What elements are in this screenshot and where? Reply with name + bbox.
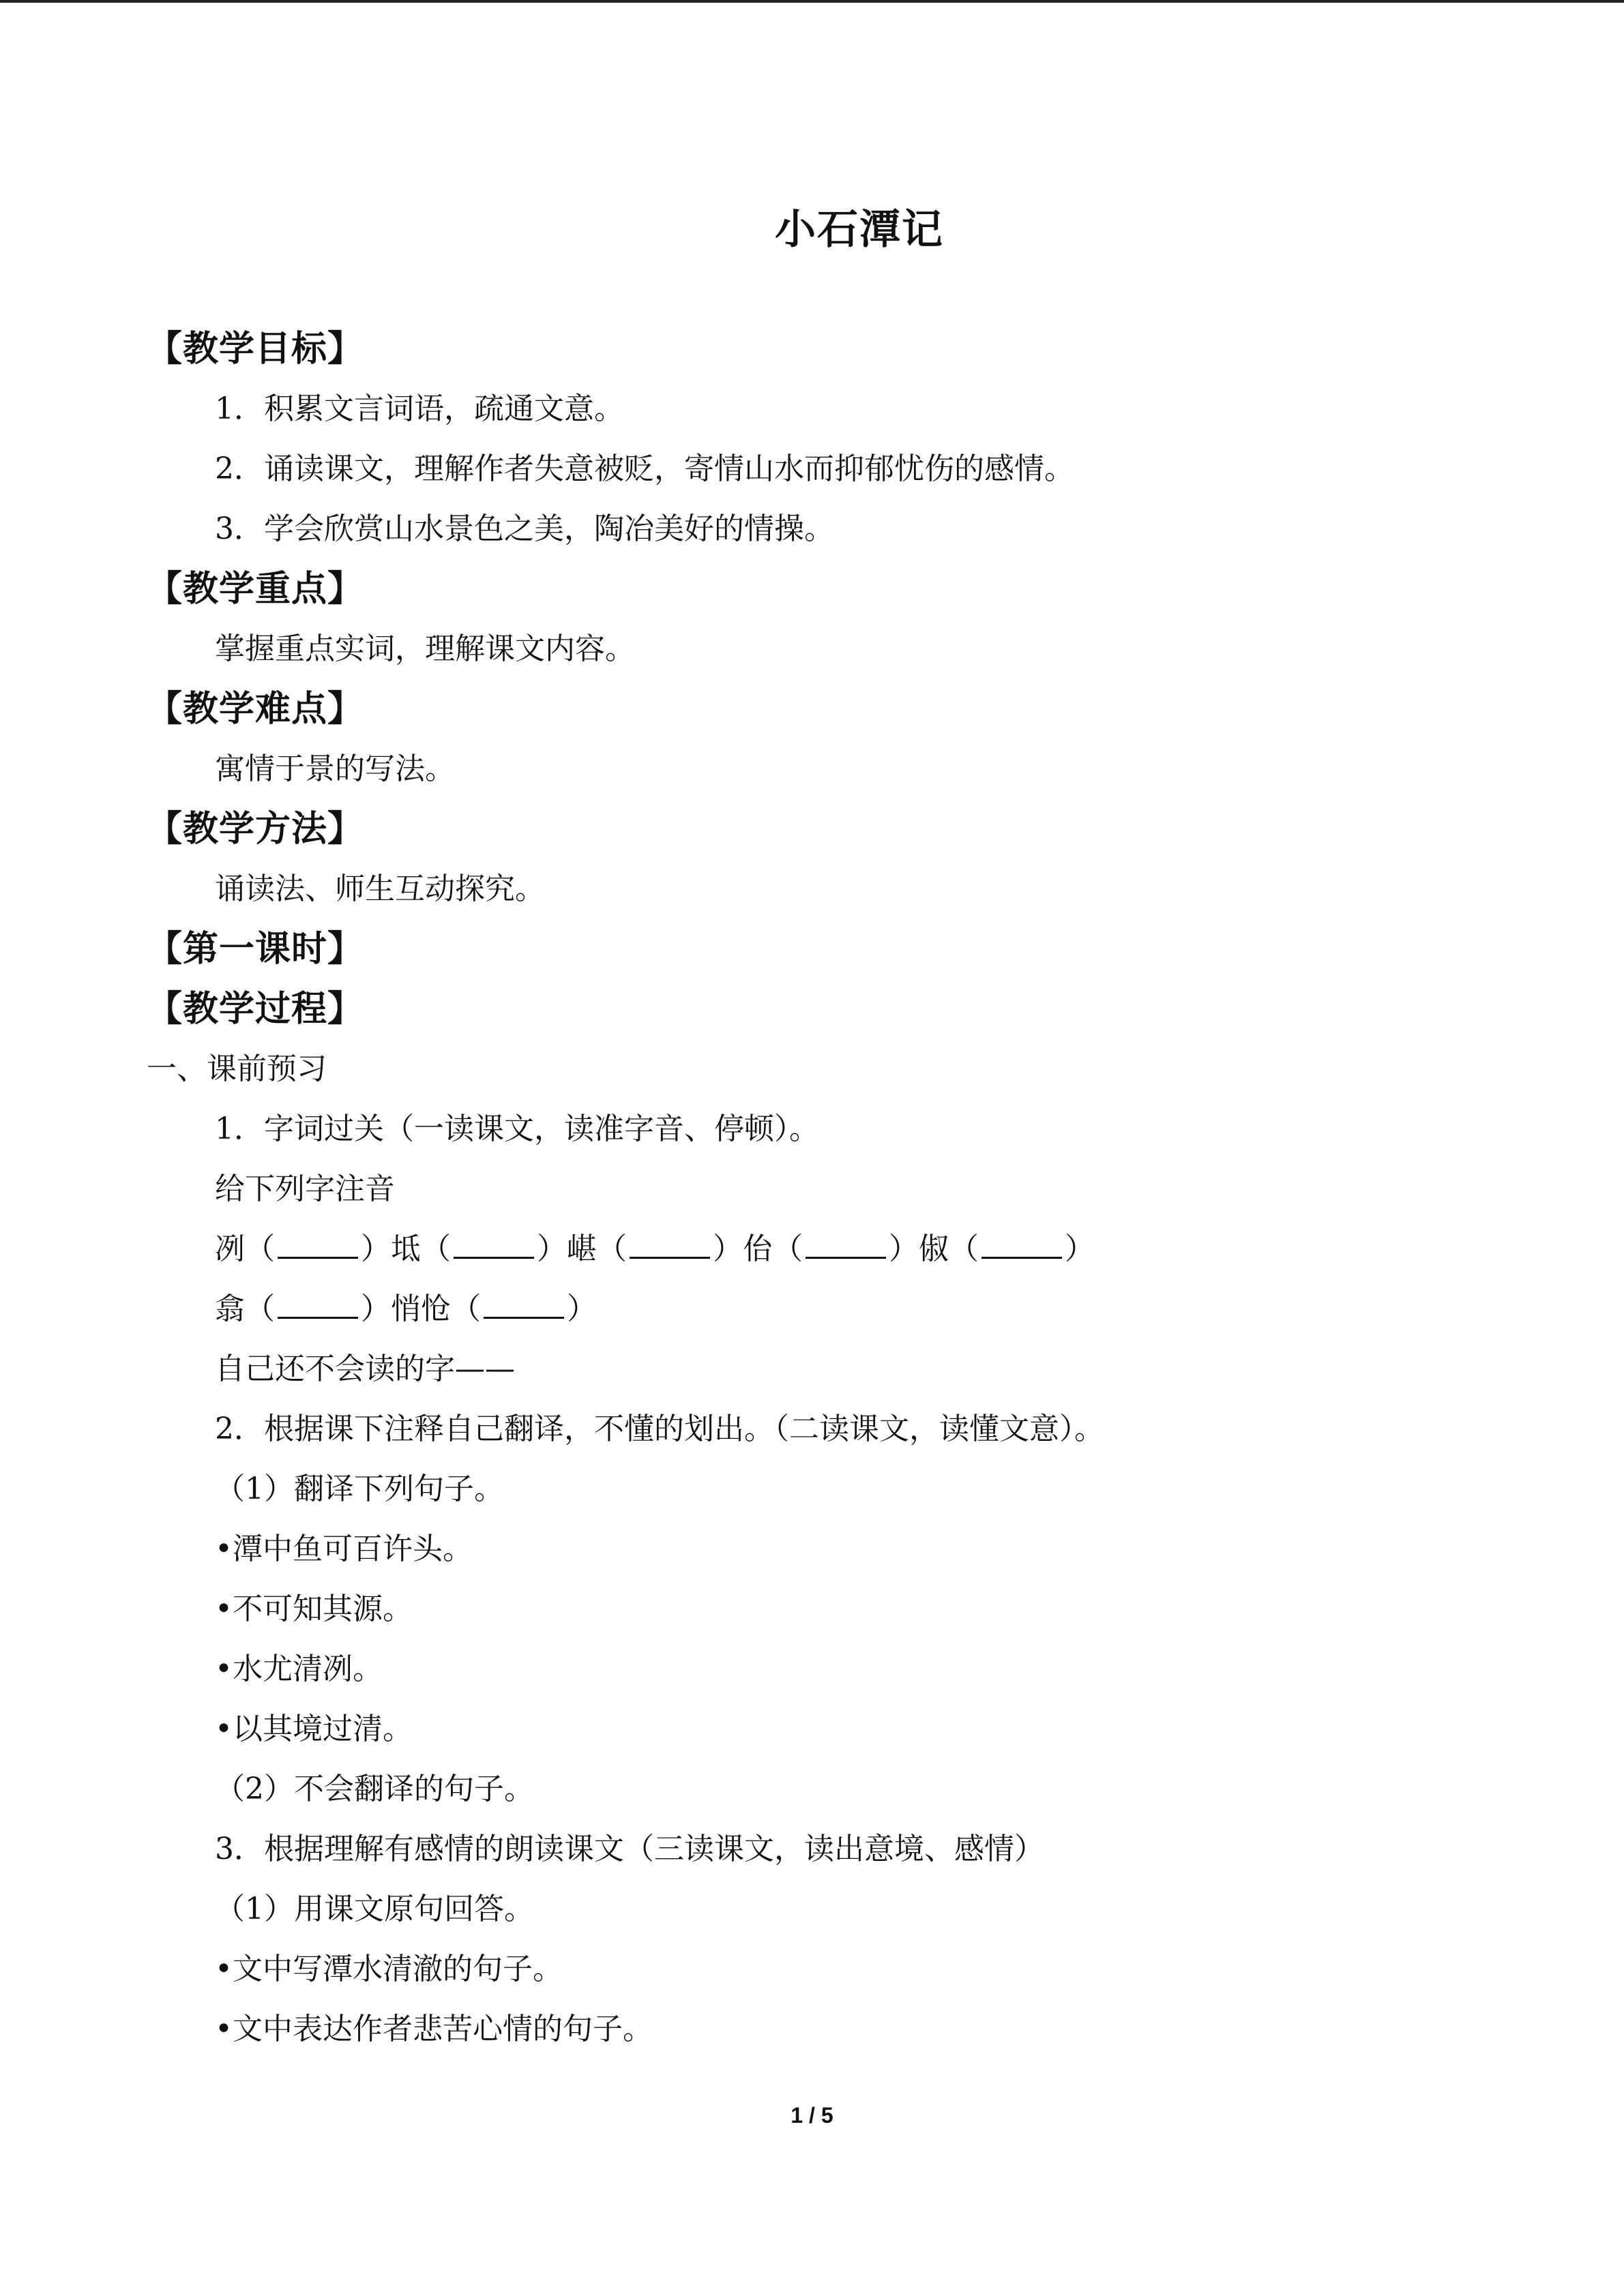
section-heading-first-lesson: 【第一课时】 (147, 929, 364, 970)
process-part1-title: 一、课前预习 (147, 1052, 327, 1086)
process-step3-sub1: （1）用课文原句回答。 (215, 1892, 534, 1926)
section-heading-process: 【教学过程】 (147, 989, 364, 1030)
phonetic-char-1: 冽（ (215, 1232, 275, 1266)
phonetic-blank-1 (278, 1229, 358, 1259)
answer-bullet-1: •文中写潭水清澈的句子。 (215, 1952, 563, 1986)
phonetic-char-2: ）坻（ (361, 1232, 451, 1266)
process-step1: 1．字词过关（一读课文，读准字音、停顿）。 (215, 1112, 819, 1146)
process-step2-sub1: （1）翻译下列句子。 (215, 1472, 504, 1506)
page-title: 小石潭记 (775, 206, 944, 254)
phonetic-blank-2 (454, 1229, 534, 1259)
answer-bullet-2: •文中表达作者悲苦心情的句子。 (215, 2012, 653, 2046)
translate-bullet-2: •不可知其源。 (215, 1592, 413, 1626)
phonetic-prompt: 给下列字注音 (215, 1172, 395, 1206)
phonetic-close-2: ） (567, 1292, 597, 1326)
phonetic-close-1: ） (1065, 1232, 1095, 1266)
phonetic-blank-5 (981, 1229, 1062, 1259)
phonetic-row-1 (147, 1219, 1511, 1279)
objective-item-3: 3．学会欣赏山水景色之美，陶冶美好的情操。 (215, 511, 834, 546)
translate-bullet-4: •以其境过清。 (215, 1712, 413, 1746)
key-points-text: 掌握重点实词，理解课文内容。 (215, 631, 635, 666)
document-body (147, 319, 1511, 2059)
phonetic-blank-6 (278, 1289, 358, 1319)
translate-bullet-1: •潭中鱼可百许头。 (215, 1532, 473, 1566)
process-step3: 3．根据理解有感情的朗读课文（三读课文，读出意境、感情） (215, 1832, 1044, 1866)
phonetic-blank-3 (630, 1229, 710, 1259)
section-heading-objectives: 【教学目标】 (147, 329, 364, 370)
phonetic-char-6: 翕（ (215, 1292, 275, 1326)
process-step2-sub2: （2）不会翻译的句子。 (215, 1772, 534, 1806)
phonetic-row-2 (147, 1279, 1511, 1339)
section-heading-methods: 【教学方法】 (147, 809, 364, 850)
phonetic-char-7: ）悄怆（ (361, 1292, 481, 1326)
methods-text: 诵读法、师生互动探究。 (215, 871, 545, 906)
phonetic-char-5: ）俶（ (889, 1232, 979, 1266)
section-heading-key-points: 【教学重点】 (147, 569, 364, 610)
phonetic-blank-4 (806, 1229, 886, 1259)
self-unknown-words: 自己还不会读的字—— (215, 1352, 515, 1386)
objective-item-2: 2．诵读课文，理解作者失意被贬，寄情山水而抑郁忧伤的感情。 (215, 451, 1074, 486)
difficulties-text: 寓情于景的写法。 (215, 751, 455, 786)
section-heading-difficulties: 【教学难点】 (147, 689, 364, 730)
phonetic-char-3: ）嵁（ (537, 1232, 627, 1266)
process-step2: 2．根据课下注释自己翻译，不懂的划出。（二读课文，读懂文意）。 (215, 1412, 1104, 1446)
page-number: 1 / 5 (791, 2103, 833, 2128)
translate-bullet-3: •水尤清冽。 (215, 1652, 383, 1686)
objective-item-1: 1．积累文言词语，疏通文意。 (215, 391, 624, 426)
phonetic-blank-7 (484, 1289, 564, 1319)
phonetic-char-4: ）佁（ (713, 1232, 803, 1266)
top-border (0, 0, 1624, 3)
